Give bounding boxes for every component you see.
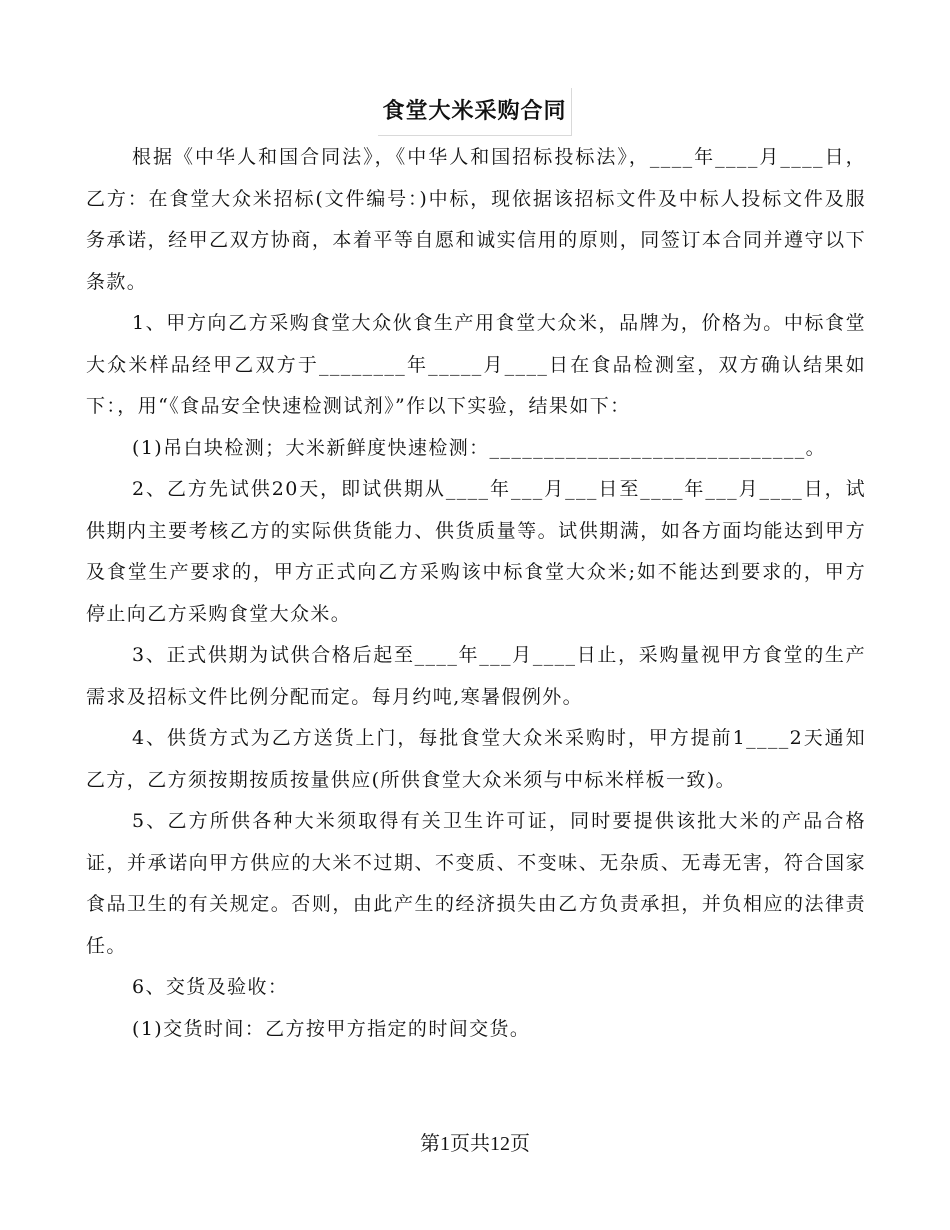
intro-paragraph: 根据《中华人和国合同法》，《中华人和国招标投标法》，____年____月____日，乙方：在食堂大众米招标(文件编号：)中标，现依据该招标文件及中标人投标文件及服务承诺，经甲乙双方协商，本着平等自愿和诚实信用的原则，同签订本合同并遵守以下条款。 bbox=[86, 146, 866, 293]
clause-2-paragraph: 2、乙方先试供20天，即试供期从____年___月___日至____年___月____日，试供期内主要考核乙方的实际供货能力、供货质量等。试供期满，如各方面均能达到甲方及食堂生产要求的，甲方正式向乙方采购该中标食堂大众米;如不能达到要求的，甲方停止向乙方采购食堂大众米。 bbox=[86, 478, 866, 625]
clause-1-item-1: (1)吊白块检测；大米新鲜度快速检测：_____________________________。 bbox=[132, 436, 827, 459]
page-footer: 第1页共12页 bbox=[420, 1133, 530, 1155]
document-title: 食堂大米采购合同 bbox=[378, 88, 571, 136]
clause-3-paragraph: 3、正式供期为试供合格后起至____年___月____日止，采购量视甲方食堂的生产需求及招标文件比例分配而定。每月约吨,寒暑假例外。 bbox=[86, 644, 866, 708]
clause-6-heading: 6、交货及验收： bbox=[132, 976, 289, 998]
document-body bbox=[86, 137, 866, 1050]
clause-5-paragraph: 5、乙方所供各种大米须取得有关卫生许可证，同时要提供该批大米的产品合格证，并承诺向甲方供应的大米不过期、不变质、不变味、无杂质、无毒无害，符合国家食品卫生的有关规定。否则，由此产生的经济损失由乙方负责承担，并负相应的法律责任。 bbox=[86, 810, 866, 957]
title-wrap bbox=[0, 88, 950, 136]
clause-6-item-1: (1)交货时间：乙方按甲方指定的时间交货。 bbox=[132, 1017, 531, 1040]
clause-1-paragraph: 1、甲方向乙方采购食堂大众伙食生产用食堂大众米，品牌为，价格为。中标食堂大众米样品经甲乙双方于________年_____月____日在食品检测室，双方确认结果如下：，用“《食品安全快速检测试剂》”作以下实验，结果如下： bbox=[86, 312, 866, 417]
clause-4-paragraph: 4、供货方式为乙方送货上门，每批食堂大众米采购时，甲方提前1____2天通知乙方，乙方须按期按质按量供应(所供食堂大众米须与中标米样板一致)。 bbox=[86, 727, 866, 791]
